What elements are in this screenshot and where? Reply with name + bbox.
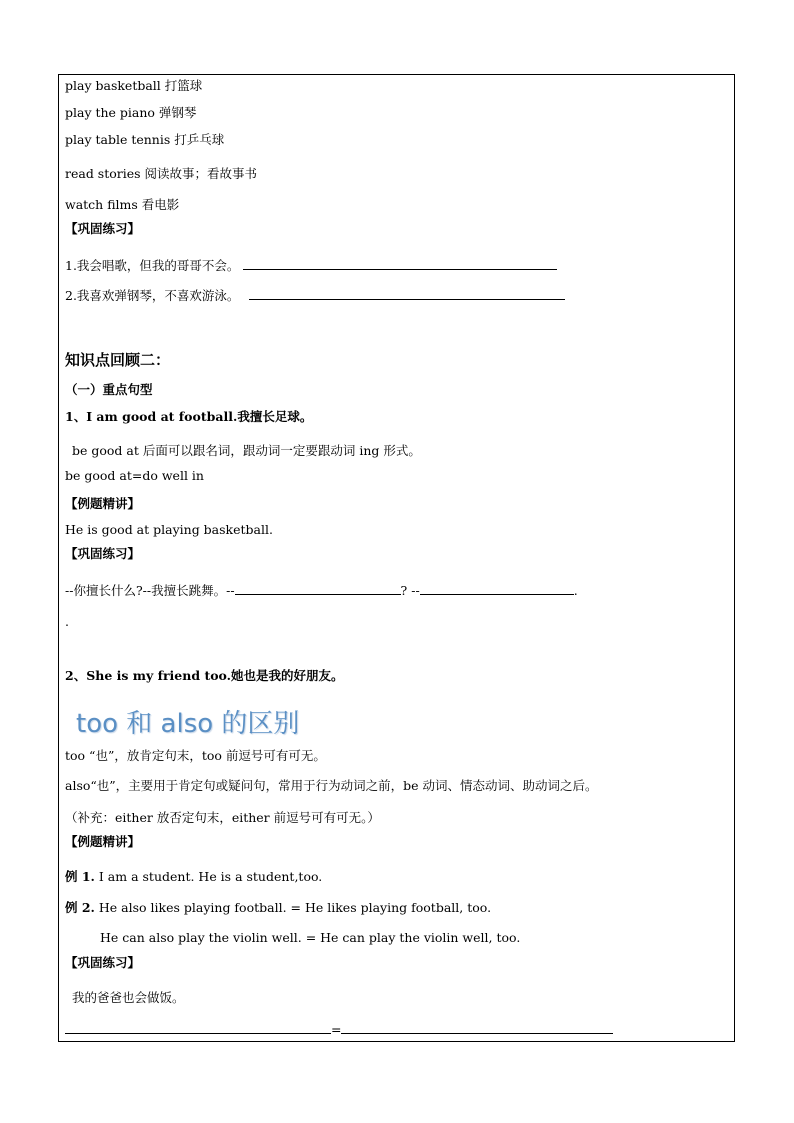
example-text: I am a student. He is a student,too. <box>98 869 323 884</box>
section-title: 知识点回顾二： <box>65 351 171 369</box>
example-number: 例 2. <box>65 900 95 915</box>
example-sentence: He is good at playing basketball. <box>65 522 273 537</box>
question-mark: ? <box>400 583 408 598</box>
vocab-item: play basketball 打篮球 <box>65 78 203 93</box>
key-sentence-1: 1、I am good at football.我擅长足球。 <box>65 409 313 424</box>
section-subtitle: （一）重点句型 <box>65 382 153 397</box>
example-text: He also likes playing football. = He likes playing football, too. <box>98 900 492 915</box>
key-sentence-2: 2、She is my friend too.她也是我的好朋友。 <box>65 668 344 683</box>
question-text: 1.我会唱歌，但我的哥哥不会。 <box>65 258 240 273</box>
answer-blank[interactable] <box>65 1021 331 1034</box>
practice-question-2 <box>65 287 565 304</box>
content-frame <box>58 74 735 1042</box>
rule-either: （补充：either 放否定句末，either 前逗号可有可无。） <box>65 810 380 825</box>
example-2 <box>65 900 491 916</box>
vocab-item: read stories 阅读故事；看故事书 <box>65 166 258 181</box>
answer-blank[interactable] <box>235 582 401 595</box>
grammar-note: be good at 后面可以跟名词，跟动词一定要跟动词 ing 形式。 <box>72 443 421 458</box>
example-1 <box>65 869 322 885</box>
example-label: 【例题精讲】 <box>65 496 141 511</box>
vocab-item: play table tennis 打乒乓球 <box>65 132 225 147</box>
dialogue-dash: -- <box>411 583 420 598</box>
practice-label: 【巩固练习】 <box>65 955 141 970</box>
practice-label: 【巩固练习】 <box>65 546 141 561</box>
stray-dot: . <box>65 614 69 629</box>
practice-label: 【巩固练习】 <box>65 221 141 236</box>
answer-blank[interactable] <box>420 582 574 595</box>
equals-sign: = <box>331 1022 342 1037</box>
dialogue-exercise <box>65 582 578 599</box>
vocab-item: watch films 看电影 <box>65 197 180 212</box>
period: . <box>573 583 578 598</box>
final-answer-line <box>65 1021 613 1038</box>
answer-blank[interactable] <box>249 287 565 300</box>
question-text: 2.我喜欢弹钢琴，不喜欢游泳。 <box>65 288 240 303</box>
rule-too: too “也”，放肯定句末，too 前逗号可有可无。 <box>65 748 326 763</box>
answer-blank[interactable] <box>243 257 557 270</box>
final-prompt: 我的爸爸也会做饭。 <box>72 990 185 1005</box>
example-2b: He can also play the violin well. = He can play the violin well, too. <box>100 930 521 945</box>
practice-question-1 <box>65 257 557 274</box>
rule-also: also“也”，主要用于肯定句或疑问句，常用于行为动词之前，be 动词、情态动词、助动词之后。 <box>65 778 598 793</box>
word-art-title: too 和 also 的区别 <box>76 709 300 739</box>
grammar-note: be good at=do well in <box>65 468 204 483</box>
example-label: 【例题精讲】 <box>65 834 141 849</box>
answer-blank[interactable] <box>341 1021 613 1034</box>
example-number: 例 1. <box>65 869 95 884</box>
dialogue-prompt: --你擅长什么?--我擅长跳舞。-- <box>65 583 235 598</box>
vocab-item: play the piano 弹钢琴 <box>65 105 197 120</box>
